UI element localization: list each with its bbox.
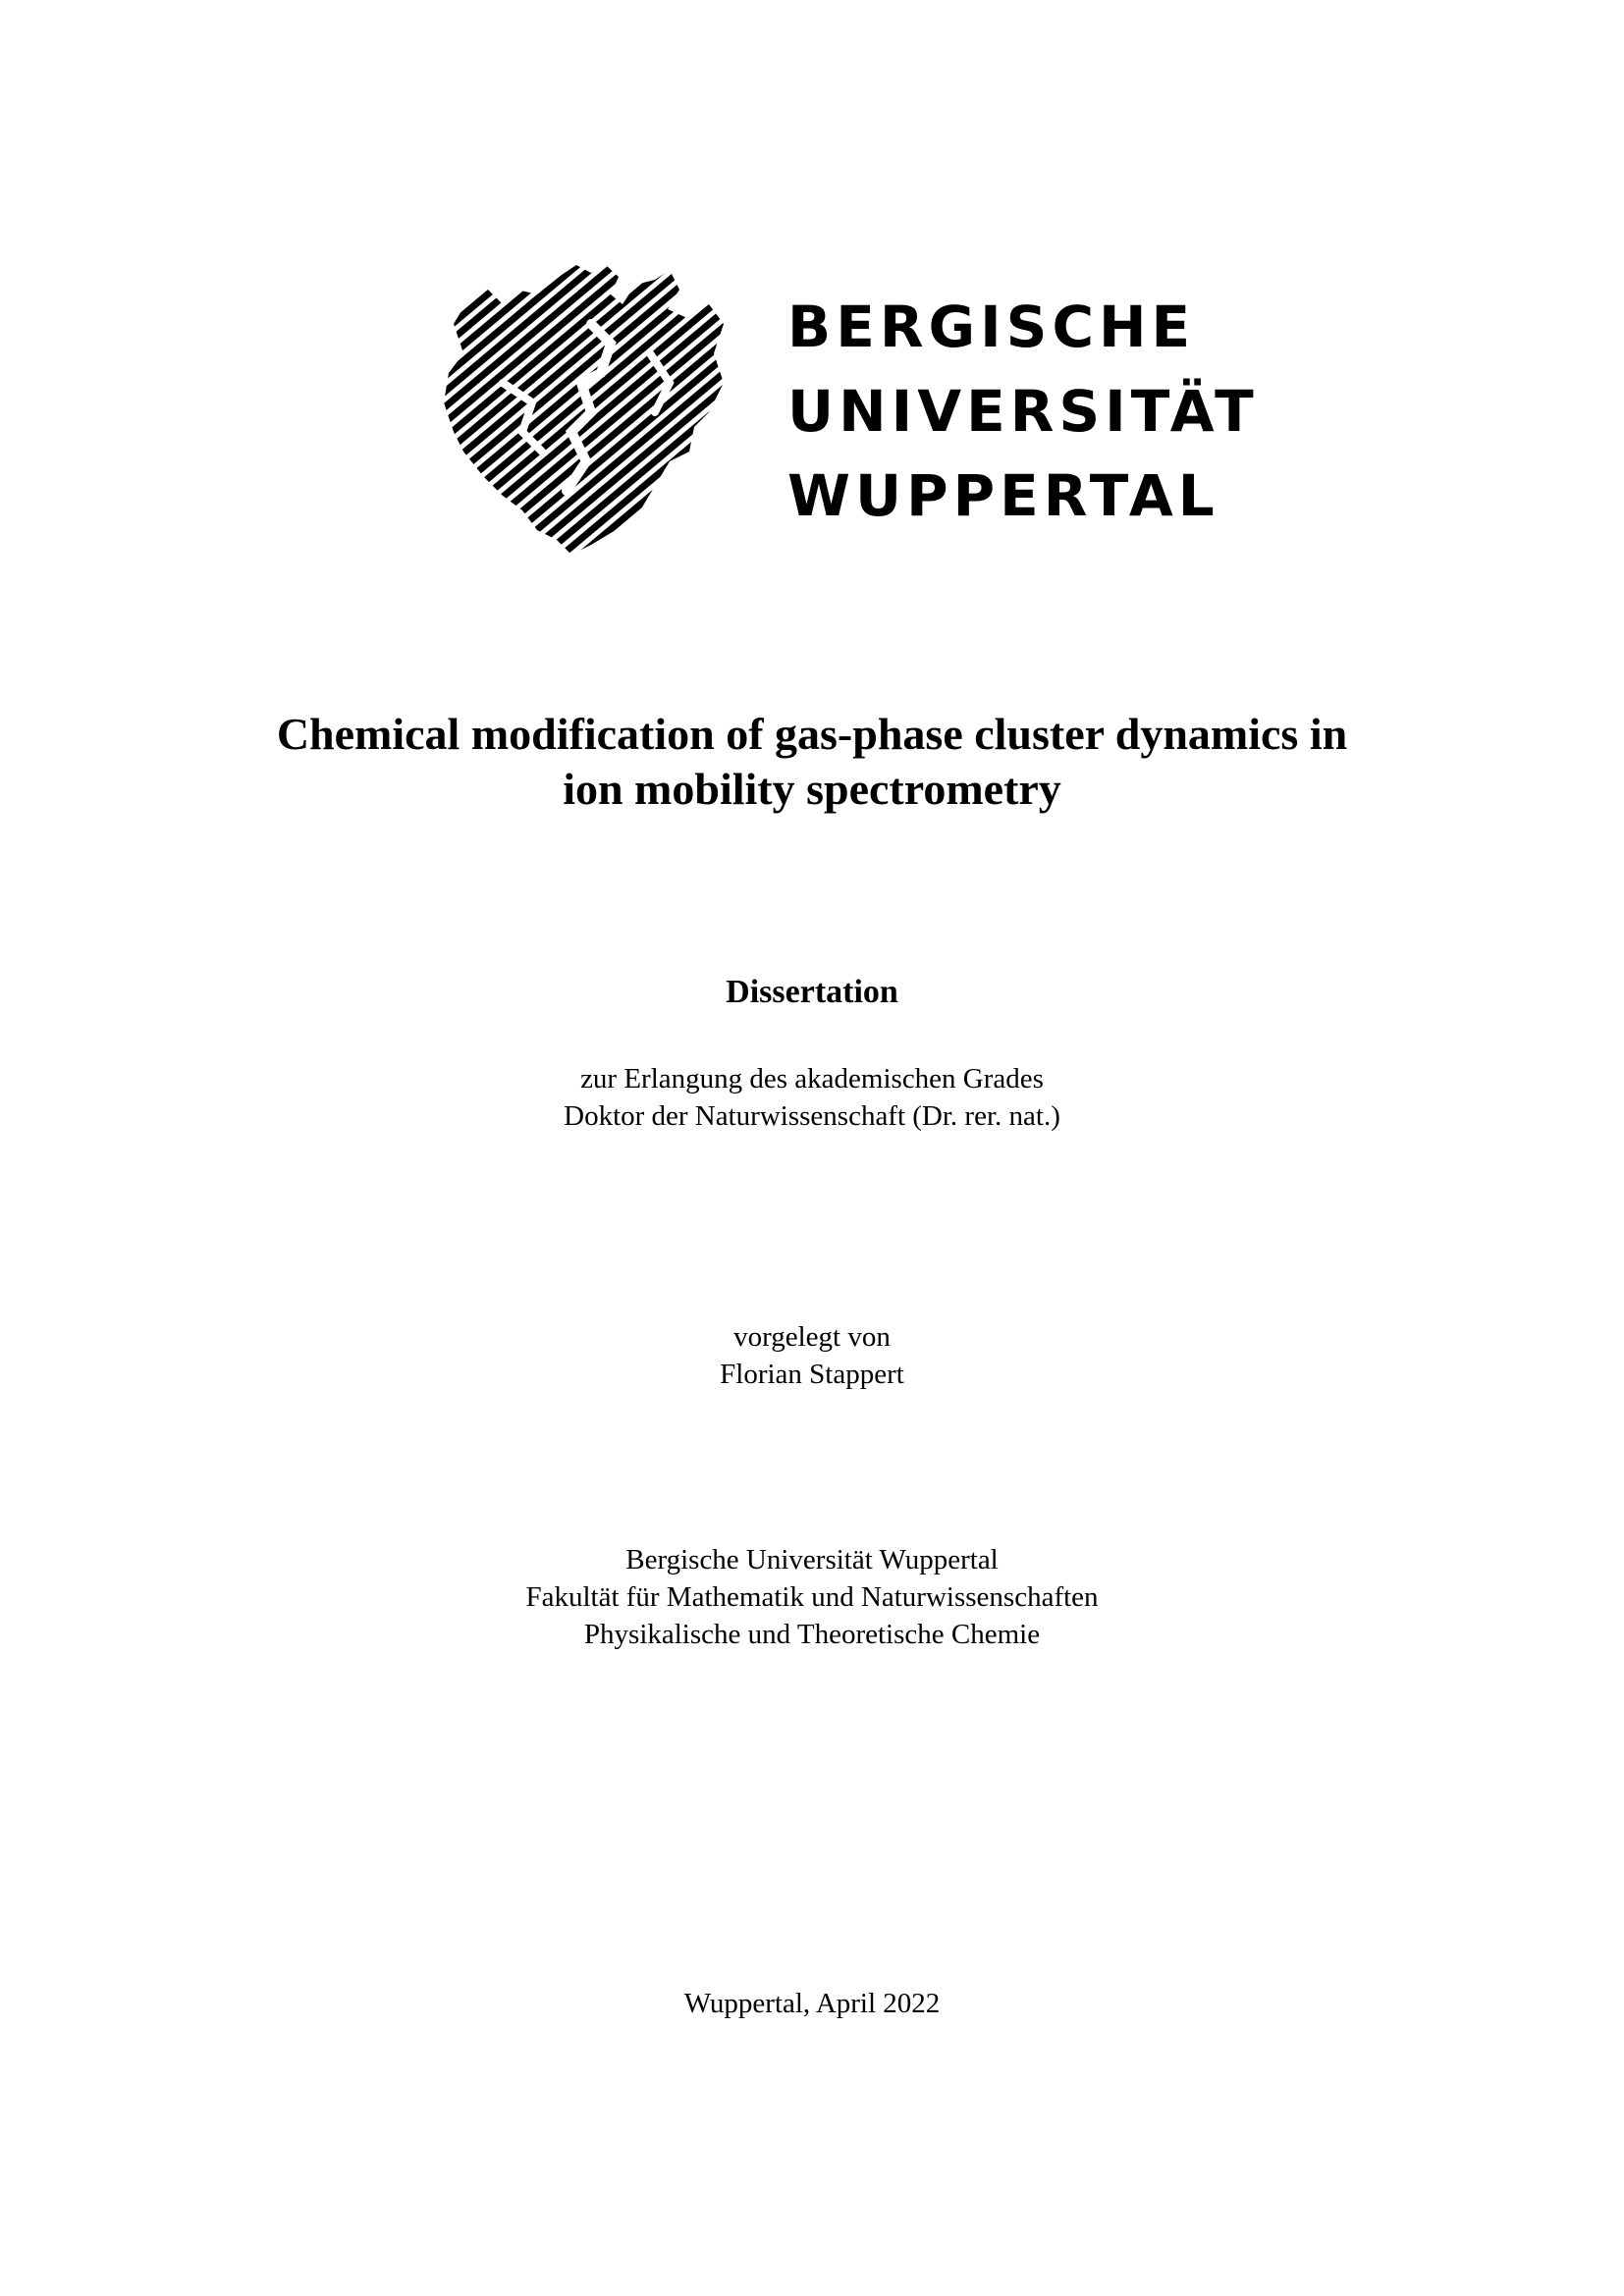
- affiliation-block: [0, 1541, 1624, 1653]
- affiliation-line-1: Bergische Universität Wuppertal: [625, 1544, 999, 1575]
- place-date-text: Wuppertal, April 2022: [683, 1988, 941, 2019]
- university-lion-emblem-icon: [444, 265, 724, 555]
- author-intro: vorgelegt von: [733, 1321, 891, 1353]
- affiliation-line-2: Fakultät für Mathematik und Naturwissenschaften: [525, 1581, 1099, 1613]
- degree-purpose-line-1: zur Erlangung des akademischen Grades: [580, 1063, 1044, 1095]
- wordmark-line-3: WUPPERTAL: [787, 462, 1219, 529]
- affiliation-line-3: Physikalische und Theoretische Chemie: [583, 1619, 1041, 1650]
- dissertation-heading: Dissertation: [726, 974, 898, 1010]
- degree-purpose-line-2: Doktor der Naturwissenschaft (Dr. rer. nat.): [564, 1100, 1060, 1132]
- thesis-title: [0, 707, 1624, 817]
- dissertation-label: [0, 972, 1624, 1013]
- wordmark-line-2: UNIVERSITÄT: [787, 378, 1259, 445]
- university-wordmark: [787, 285, 1259, 538]
- university-logo: [444, 265, 1259, 560]
- author-block: [0, 1318, 1624, 1393]
- author-name: Florian Stappert: [720, 1359, 904, 1390]
- thesis-title-line-1: Chemical modification of gas-phase cluster dynamics in: [276, 709, 1348, 759]
- wordmark-line-1: BERGISCHE: [787, 294, 1196, 360]
- place-and-date: [0, 1985, 1624, 2022]
- degree-purpose: [0, 1060, 1624, 1135]
- thesis-title-line-2: ion mobility spectrometry: [563, 764, 1061, 814]
